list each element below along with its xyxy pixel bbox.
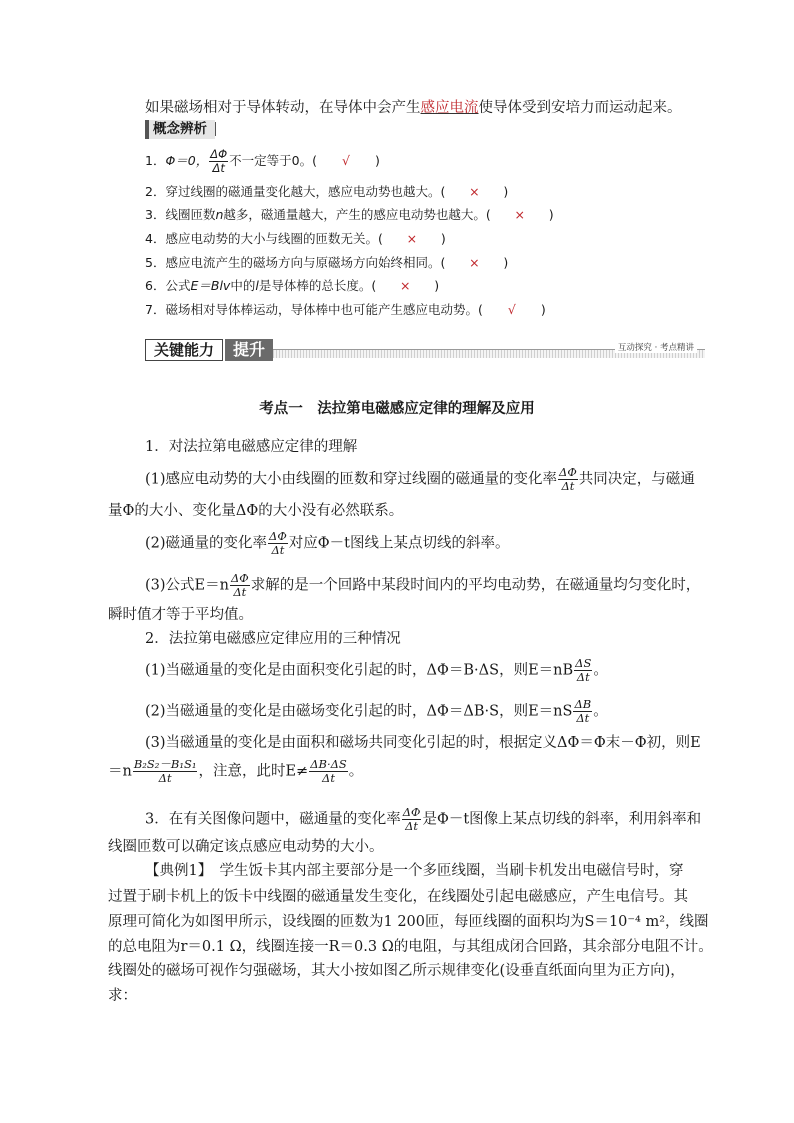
p3-cont: 线圈匝数可以确定该点感应电动势的大小。 <box>108 839 384 855</box>
example-line-1: 【典例1】 学生饭卡其内部主要部分是一个多匝线圈，当刷卡机发出电磁信号时，穿 <box>145 863 684 879</box>
fraction: $\frac{\Delta\Phi}{\Delta t}$ <box>230 571 249 599</box>
p3: 3．在有关图像问题中，磁通量的变化率 $\frac{\Delta\Phi}{\Delta t}$ 是Φ－t图像上某点切线的斜率，利用斜率和 <box>145 805 702 833</box>
check-mark: √ <box>342 153 350 168</box>
badge-flag-icon <box>215 122 220 136</box>
concept-item-6: 6．公式E＝Blv中的l是导体棒的总长度。( × ) <box>145 275 439 297</box>
fraction: $\frac{\Delta S}{\Delta t}$ <box>575 656 592 684</box>
example-line-3: 原理可简化为如图甲所示，设线圈的匝数为1 200匝，每匝线圈的面积均为S＝10⁻⁴ m²，线圈 <box>108 914 709 930</box>
concept-item-1: 1．Φ＝0， $\frac{\Delta\Phi}{\Delta t}$ 不一定等于0。( √ ) <box>145 147 380 175</box>
p1-title: 1．对法拉第电磁感应定律的理解 <box>145 439 358 455</box>
fraction: $\frac{\Delta\Phi}{\Delta t}$ <box>210 147 228 175</box>
p1-1: (1)感应电动势的大小由线圈的匝数和穿过线圈的磁通量的变化率 $\frac{\Delta\Phi}{\Delta t}$ 共同决定，与磁通 <box>145 465 695 493</box>
p2-3: (3)当磁通量的变化是由面积和磁场共同变化引起的时，根据定义ΔΦ＝Φ末－Φ初，则E <box>145 735 701 751</box>
example-line-4: 的总电阻为r＝0.1 Ω，线圈连接一R＝0.3 Ω的电阻，与其组成闭合回路，其余部分电阻不计。 <box>108 939 713 955</box>
p1-3-cont: 瞬时值才等于平均值。 <box>108 607 253 623</box>
example-line-5: 线圈处的磁场可视作匀强磁场，其大小按如图乙所示规律变化(设垂直纸面向里为正方向)， <box>108 963 685 979</box>
concept-badge: 概念辨析 <box>145 120 215 139</box>
concept-item-7: 7．磁场相对导体棒运动，导体棒中也可能产生感应电动势。( √ ) <box>145 299 546 321</box>
example-line-6: 求： <box>108 988 137 1004</box>
section-banner <box>145 339 705 361</box>
p1-3: (3)公式E＝n $\frac{\Delta\Phi}{\Delta t}$ 求解的是一个回路中某段时间内的平均电动势，在磁通量均匀变化时， <box>145 571 701 599</box>
p2-2: (2)当磁通量的变化是由磁场变化引起的时，ΔΦ＝ΔB·S，则E＝nS $\frac{\Delta B}{\Delta t}$ 。 <box>145 697 608 725</box>
cross-mark: × <box>399 278 411 293</box>
cross-mark: × <box>469 184 480 199</box>
check-mark: √ <box>507 302 516 317</box>
cross-mark: × <box>469 255 480 270</box>
example-label: 【典例1】 <box>145 863 205 879</box>
cross-mark: × <box>514 207 526 222</box>
p2-title: 2．法拉第电磁感应定律应用的三种情况 <box>145 631 401 647</box>
intro-line: 如果磁场相对于导体转动，在导体中会产生感应电流使导体受到安培力而运动起来。 <box>145 100 682 116</box>
banner-title-b: 提升 <box>225 339 273 361</box>
concept-item-5: 5．感应电流产生的磁场方向与原磁场方向始终相同。( × ) <box>145 252 508 274</box>
p2-1: (1)当磁通量的变化是由面积变化引起的时，ΔΦ＝B·ΔS，则E＝nB $\frac{\Delta S}{\Delta t}$ 。 <box>145 656 608 684</box>
fraction: $\frac{\text{B₂S₂－B₁S₁}}{\Delta t}$ <box>133 757 197 785</box>
concept-item-3: 3．线圈匝数n越多，磁通量越大，产生的感应电动势也越大。( × ) <box>145 204 554 226</box>
example-line-2: 过置于刷卡机上的饭卡中线圈的磁通量发生变化，在线圈处引起电磁感应，产生电信号。其 <box>108 889 688 905</box>
fraction: $\frac{\Delta\Phi}{\Delta t}$ <box>559 465 577 493</box>
banner-title-a: 关键能力 <box>145 339 223 361</box>
fraction: $\frac{\Delta B\cdot\Delta S}{\Delta t}$ <box>310 757 347 785</box>
p1-1-cont: 量Φ的大小、变化量ΔΦ的大小没有必然联系。 <box>108 503 404 519</box>
concept-item-4: 4．感应电动势的大小与线圈的匝数无关。( × ) <box>145 228 446 250</box>
p2-3-cont: ＝n $\frac{\text{B₂S₂－B₁S₁}}{\Delta t}$ ，注意，此时E≠ $\frac{\Delta B\cdot\Delta S}{\Delta t}$ 。 <box>108 757 364 785</box>
p1-2: (2)磁通量的变化率 $\frac{\Delta\Phi}{\Delta t}$ 对应Φ－t图线上某点切线的斜率。 <box>145 529 510 557</box>
fraction: $\frac{\Delta\Phi}{\Delta t}$ <box>402 805 421 833</box>
fraction: $\frac{\Delta B}{\Delta t}$ <box>574 697 592 725</box>
highlight-term: 感应电流 <box>420 100 479 116</box>
cross-mark: × <box>406 231 418 246</box>
topic-heading: 考点一 法拉第电磁感应定律的理解及应用 <box>259 400 535 417</box>
banner-tag: 互动探究 · 考点精讲 <box>615 341 697 353</box>
concept-item-2: 2．穿过线圈的磁通量变化越大，感应电动势也越大。( × ) <box>145 181 508 203</box>
fraction: $\frac{\Delta\Phi}{\Delta t}$ <box>269 529 287 557</box>
